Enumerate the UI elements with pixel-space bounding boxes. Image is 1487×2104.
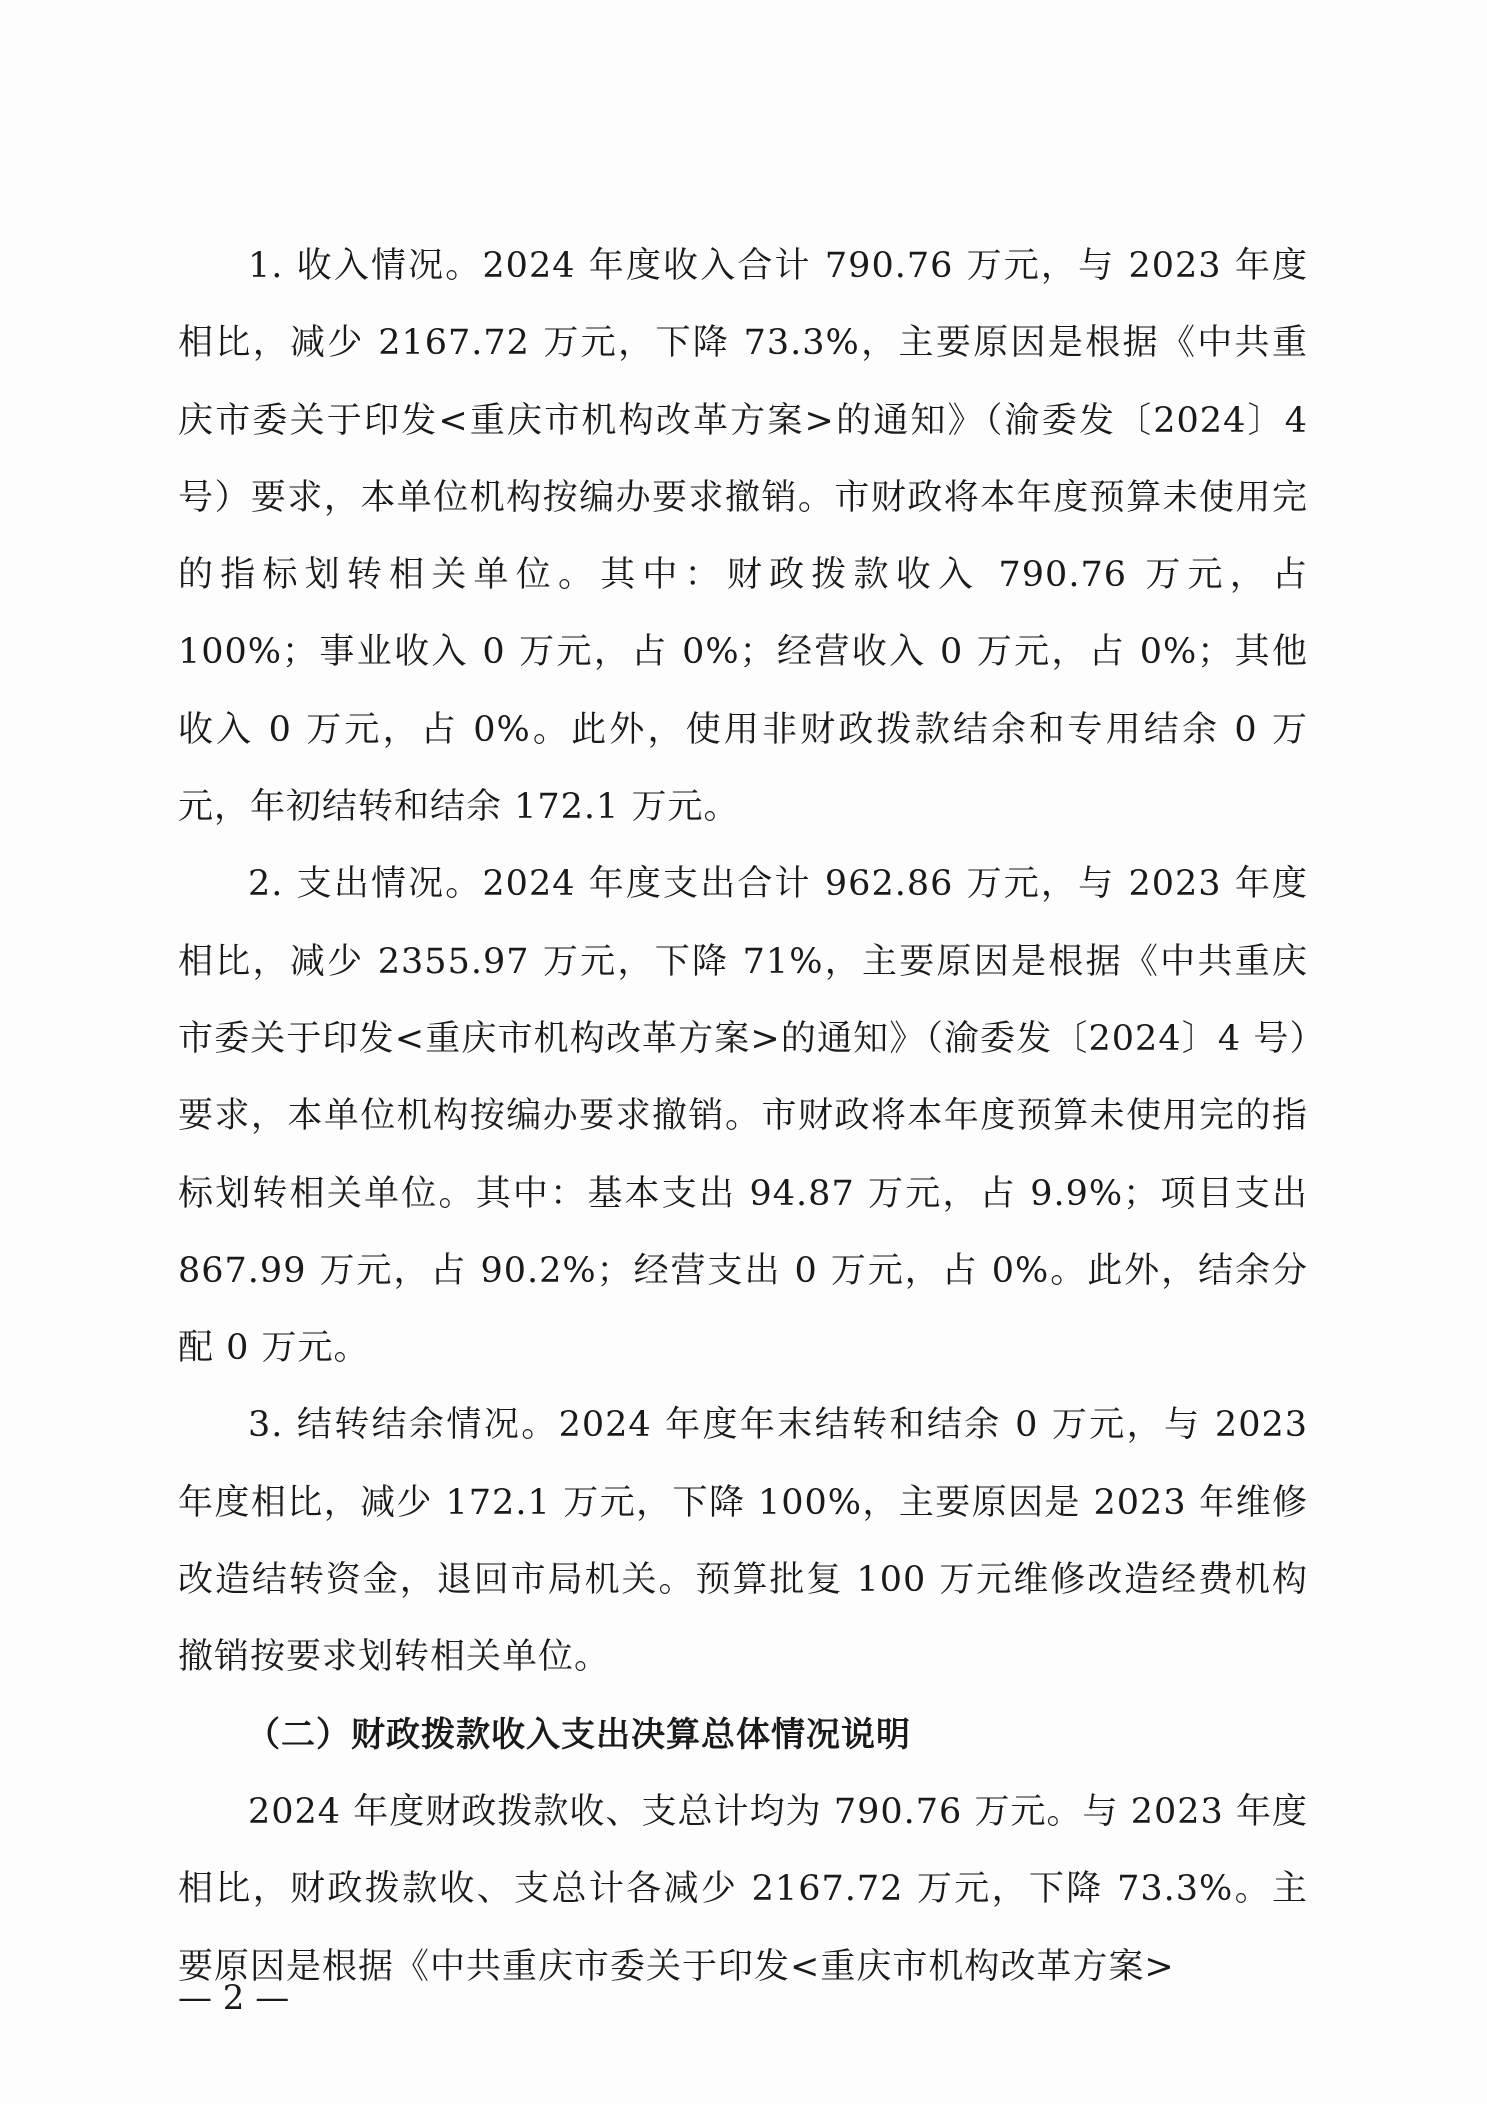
section-heading: （二）财政拨款收入支出决算总体情况说明 xyxy=(246,1714,911,1755)
document-body xyxy=(178,228,1308,2006)
page-number: — 2 — xyxy=(178,1978,290,2018)
paragraph-carryover: 3. 结转结余情况。2024 年度年末结转和结余 0 万元，与 2023 年度相比，减少 172.1 万元，下降 100%，主要原因是 2023 年维修改造结转资金，退回市局机关。预算批复 100 万元维修改造经费机构撤销按要求划转相关单位。 xyxy=(178,1405,1308,1678)
paragraph-expenditure: 2. 支出情况。2024 年度支出合计 962.86 万元，与 2023 年度相比，减少 2355.97 万元，下降 71%，主要原因是根据《中共重庆市委关于印发<重庆市机构改革方案>的通知》（渝委发〔2024〕4 号）要求，本单位机构按编办要求撤销。市财政将本年度预算未使用完的指标划转相关单位。其中：基本支出 94.87 万元，占 9.9%；项目支出 867.99 万元，占 90.2%；经营支出 0 万元，占 0%。此外，结余分配 0 万元。 xyxy=(178,864,1308,1369)
paragraph-income: 1. 收入情况。2024 年度收入合计 790.76 万元，与 2023 年度相比，减少 2167.72 万元，下降 73.3%，主要原因是根据《中共重庆市委关于印发<重庆市机构改革方案>的通知》（渝委发〔2024〕4 号）要求，本单位机构按编办要求撤销。市财政将本年度预算未使用完的指标划转相关单位。其中：财政拨款收入 790.76 万元，占 100%；事业收入 0 万元，占 0%；经营收入 0 万元，占 0%；其他收入 0 万元，占 0%。此外，使用非财政拨款结余和专用结余 0 万元，年初结转和结余 172.1 万元。 xyxy=(178,246,1308,828)
paragraph-fiscal-summary: 2024 年度财政拨款收、支总计均为 790.76 万元。与 2023 年度相比，财政拨款收、支总计各减少 2167.72 万元，下降 73.3%。主要原因是根据《中共重庆市委关于印发<重庆市机构改革方案> xyxy=(178,1791,1308,1987)
